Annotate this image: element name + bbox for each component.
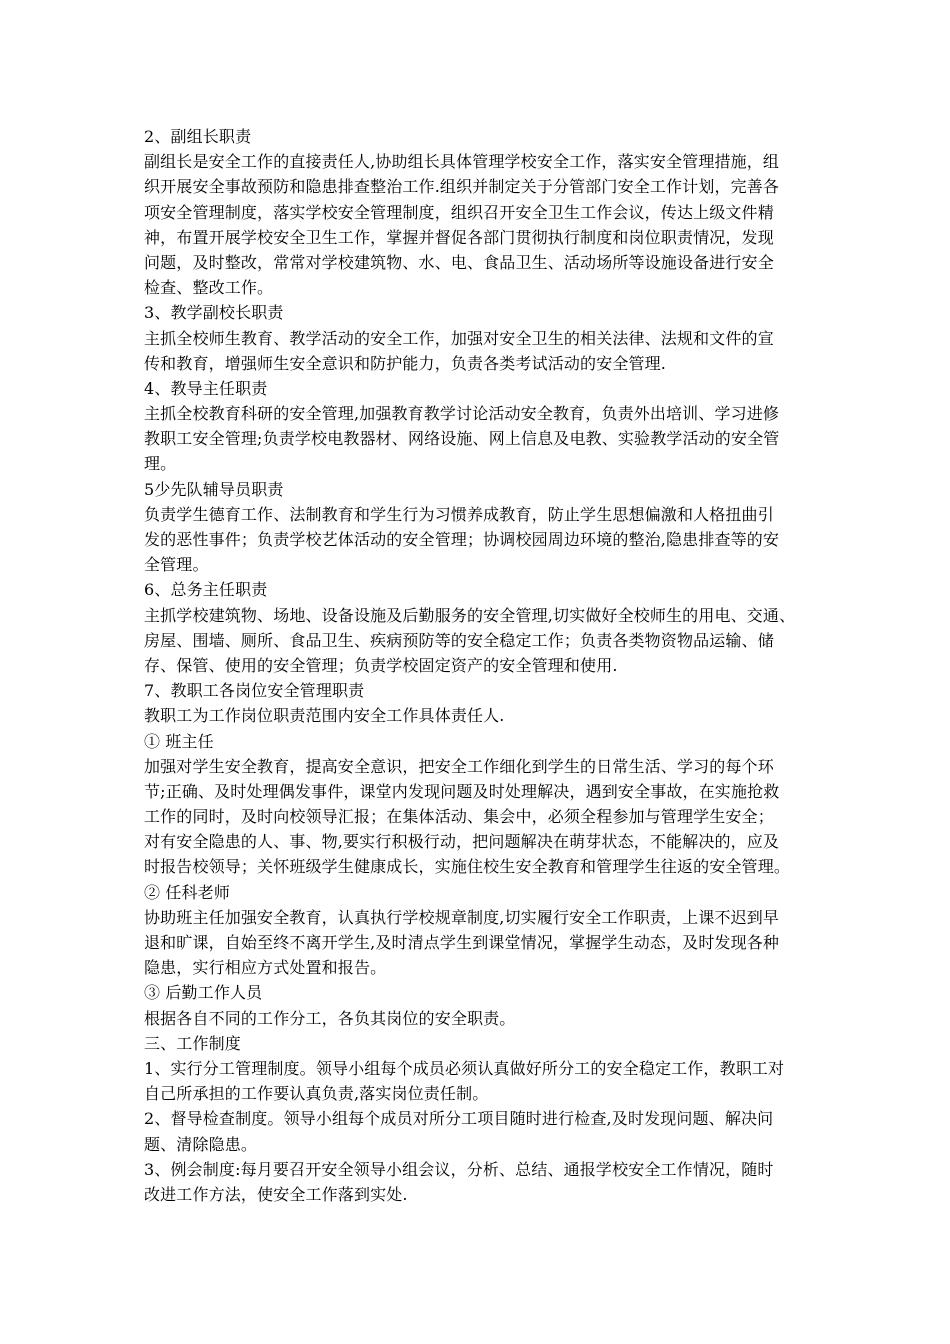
text-line: 教职工为工作岗位职责范围内安全工作具体责任人. [144, 706, 505, 726]
text-line: 主抓学校建筑物、场地、设备设施及后勤服务的安全管理,切实做好全校师生的用电、交通、 [144, 605, 796, 625]
text-line: 存、保管、使用的安全管理；负责学校固定资产的安全管理和使用. [144, 655, 618, 675]
text-line: 主抓全校师生教育、教学活动的安全工作，加强对安全卫生的相关法律、法规和文件的宣 [144, 328, 774, 348]
text-line: 4、教导主任职责 [144, 378, 268, 398]
text-line: 2、督导检查制度。领导小组每个成员对所分工项目随时进行检查,及时发现问题、解决问 [144, 1109, 774, 1129]
text-line: 副组长是安全工作的直接责任人,协助组长具体管理学校安全工作，落实安全管理措施，组 [144, 152, 780, 172]
text-line: 问题，及时整改，常常对学校建筑物、水、电、食品卫生、活动场所等设施设备进行安全 [144, 252, 774, 272]
text-line: 2、副组长职责 [144, 127, 252, 146]
text-line: 负责学生德育工作、法制教育和学生行为习惯养成教育，防止学生思想偏激和人格扭曲引 [144, 504, 774, 524]
text-line: 协助班主任加强安全教育，认真执行学校规章制度,切实履行安全工作职责，上课不迟到早 [144, 907, 780, 927]
text-line: 发的恶性事件；负责学校艺体活动的安全管理；协调校园周边环境的整治,隐患排查等的安 [144, 530, 780, 549]
text-line: 6、总务主任职责 [144, 580, 268, 600]
text-line: 主抓全校教育科研的安全管理,加强教育教学讨论活动安全教育，负责外出培训、学习进修 [144, 404, 780, 424]
text-line: 检查、整改工作。 [144, 278, 274, 298]
text-line: 改进工作方法，使安全工作落到实处. [144, 1184, 408, 1204]
text-line: 节;正确、及时处理偶发事件，课堂内发现问题及时处理解决，遇到安全事故，在实施抢救 [144, 781, 780, 801]
text-line: 传和教育，增强师生安全意识和防护能力，负责各类考试活动的安全管理. [144, 353, 667, 373]
text-line: 项安全管理制度，落实学校安全管理制度，组织召开安全卫生工作会议，传达上级文件精 [144, 202, 774, 222]
text-line: 退和旷课，自始至终不离开学生,及时清点学生到课堂情况，掌握学生动态，及时发现各种 [144, 933, 780, 952]
text-line: 1、实行分工管理制度。领导小组每个成员必须认真做好所分工的安全稳定工作，教职工对 [144, 1058, 785, 1078]
document-body [144, 124, 824, 1207]
text-line: 7、教职工各岗位安全管理职责 [144, 681, 365, 701]
text-line: 织开展安全事故预防和隐患排查整治工作.组织并制定关于分管部门安全工作计划，完善各 [144, 177, 780, 197]
text-line: 理。 [144, 454, 177, 474]
text-line: 根据各自不同的工作分工，各负其岗位的安全职责。 [144, 1008, 516, 1028]
text-line: ③ 后勤工作人员 [144, 983, 263, 1003]
text-line: 隐患，实行相应方式处置和报告。 [144, 958, 387, 978]
text-line: 神，布置开展学校安全卫生工作，掌握并督促各部门贯彻执行制度和岗位职责情况，发现 [144, 227, 774, 247]
text-line: 5少先队辅导员职责 [144, 479, 284, 499]
text-line: 3、教学副校长职责 [144, 303, 284, 323]
text-line: 三、工作制度 [144, 1033, 241, 1053]
text-line: 时报告校领导；关怀班级学生健康成长，实施住校生安全教育和管理学生往返的安全管理。 [144, 857, 791, 877]
text-line: 自己所承担的工作要认真负责,落实岗位责任制。 [144, 1084, 489, 1104]
text-line: 全管理。 [144, 555, 209, 575]
text-line: ② 任科老师 [144, 882, 230, 902]
text-line: 加强对学生安全教育，提高安全意识，把安全工作细化到学生的日常生活、学习的每个环 [144, 756, 774, 776]
text-line: 房屋、围墙、厕所、食品卫生、疾病预防等的安全稳定工作；负责各类物资物品运输、储 [144, 630, 774, 650]
text-line: 对有安全隐患的人、事、物,要实行积极行动，把问题解决在萌芽状态，不能解决的，应及 [144, 832, 780, 852]
text-line: 3、例会制度:每月要召开安全领导小组会议，分析、总结、通报学校安全工作情况，随时 [144, 1159, 774, 1179]
text-line: ① 班主任 [144, 731, 214, 751]
text-line: 题、清除隐患。 [144, 1134, 258, 1154]
text-line: 工作的同时，及时向校领导汇报；在集体活动、集会中，必须全程参加与管理学生安全； [144, 807, 774, 827]
text-line: 教职工安全管理;负责学校电教器材、网络设施、网上信息及电教、实验教学活动的安全管 [144, 429, 780, 449]
